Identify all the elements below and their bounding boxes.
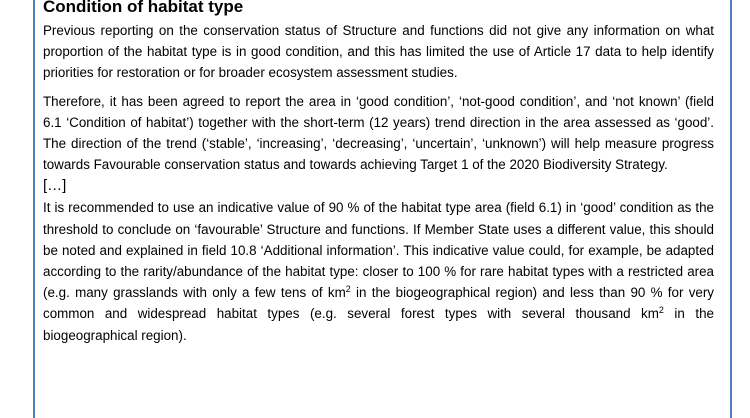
superscript-squared: 2 <box>345 284 351 295</box>
paragraph-agreed-reporting: Therefore, it has been agreed to report the area in ‘good condition’, ‘not-good condition’, and ‘not known’ (field 6.1 ‘Condition of habitat’) together with the short-term (12 years) trend direction in the area assessed as ‘good’. The direction of the trend (‘stable’, ‘increasing’, ‘decreasing’, ‘uncertain’, ‘unknown’) will help measure progress towards Favourable conservation status and towards achieving Target 1 of the 2020 Biodiversity Strategy. <box>43 93 714 173</box>
document-content <box>43 0 714 346</box>
omission-marker: […] <box>43 177 67 195</box>
paragraph-indicative-value <box>43 197 714 345</box>
section-heading: Condition of habitat type <box>43 0 244 16</box>
paragraph-text-segment: It is recommended to use an indicative value of 90 % of the habitat type area (field 6.1) in ‘good’ condition as the threshold to conclude on ‘favourable’ Structure and functions. If Member State uses a different value, this should be noted and explained in field 10.8 ‘Additional information’. This indicative value could, for example, be adapted according to the rarity/abundance of the habitat type: closer to 100 % for rare habitat types with a restricted area (e.g. many grasslands with only a few tens of km <box>43 200 714 301</box>
paragraph-previous-reporting: Previous reporting on the conservation status of Structure and functions did not give any information on what proportion of the habitat type is in good condition, and this has limited the use of Article 17 data to help identify priorities for restoration or for broader ecosystem assessment studies. <box>43 23 714 81</box>
superscript-squared: 2 <box>658 305 664 316</box>
paragraph-text-segment: in the biogeographical region). <box>43 306 714 343</box>
paragraph-text-segment: in the biogeographical region) and less than 90 % for very common and widespread habitat types (e.g. several forest types with several thousand km <box>43 285 714 322</box>
